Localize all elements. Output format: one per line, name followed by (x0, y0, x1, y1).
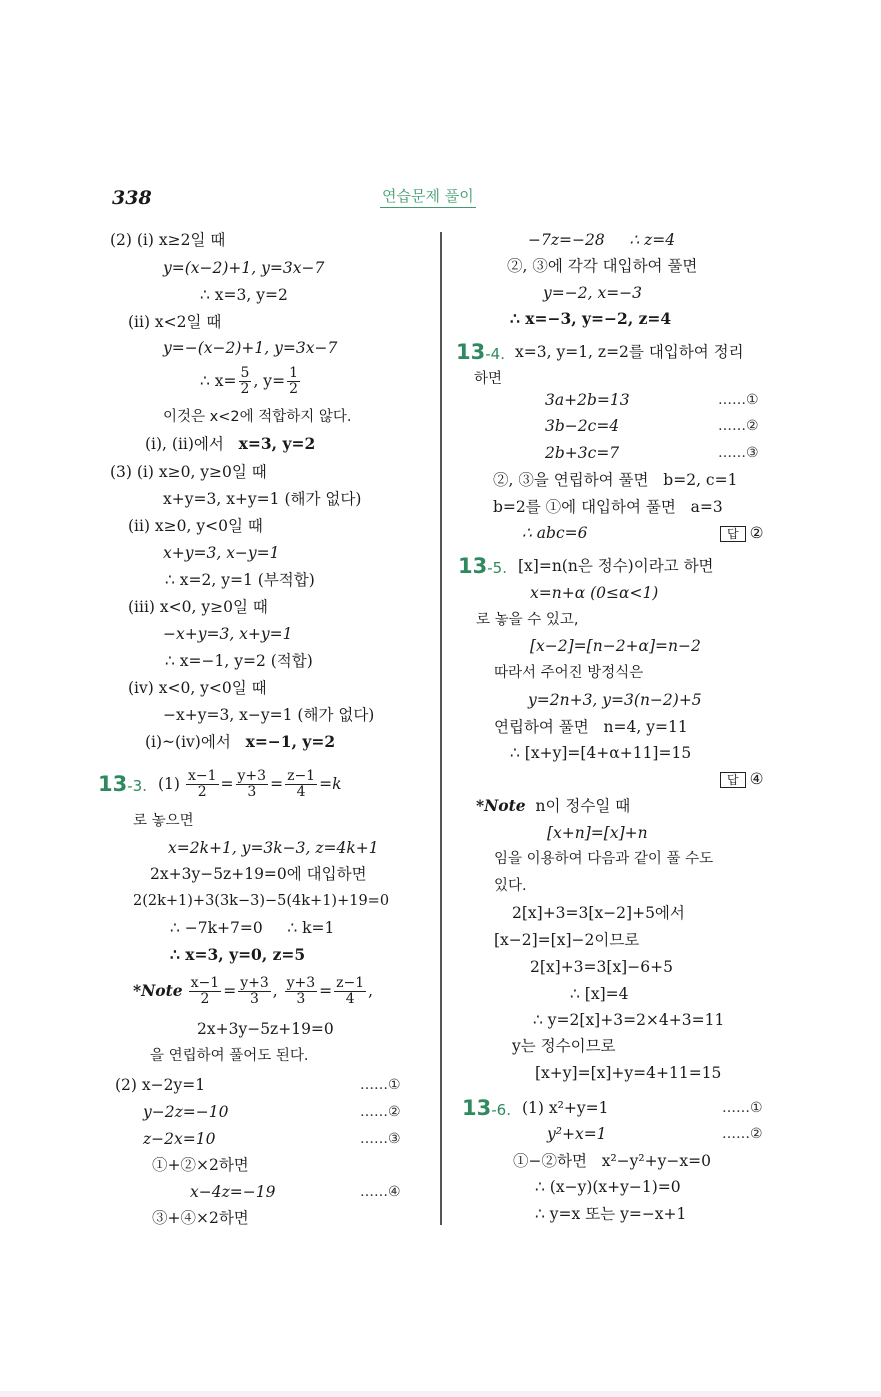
problem-number (462, 1096, 511, 1122)
equation-ref: ……① (718, 392, 759, 408)
text-line: ∴ [x]=4 (570, 985, 629, 1003)
text-line: x+y=3, x−y=1 (163, 544, 280, 562)
text-line: ∴ x=−3, y=−2, z=4 (510, 309, 672, 328)
text-line: 2[x]+3=3[x−2]+5에서 (512, 904, 685, 922)
numerator: y+3 (237, 767, 267, 784)
text-line: ∴ x=3, y=2 (200, 286, 288, 304)
text-line: y=2n+3, y=3(n−2)+5 (528, 691, 702, 709)
text-line: (3) (i) x≥0, y≥0일 때 (110, 463, 267, 481)
equation-ref: ……③ (718, 445, 759, 461)
text-line: 2x+3y−5z+19=0에 대입하면 (150, 865, 367, 883)
text-line: y=(x−2)+1, y=3x−7 (163, 259, 325, 277)
text-line: ∴ (x−y)(x+y−1)=0 (535, 1178, 681, 1196)
page-number: 338 (112, 187, 152, 209)
text-line: −7z=−28 ∴ z=4 (528, 231, 676, 249)
numerator: y+3 (286, 974, 316, 991)
fraction (285, 976, 318, 1007)
text-line: [x+y]=[x]+y=4+11=15 (535, 1064, 722, 1082)
text-line: b=2를 ①에 대입하여 풀면 a=3 (493, 498, 723, 516)
number: 13 (98, 772, 128, 796)
denominator: 3 (247, 783, 257, 800)
answer-value: ② (749, 524, 764, 542)
note-line: *Note $\frac{x-1}{2}$ = $\frac{y+3}{3}$ , $\frac{y+3}{3}$ = $\frac{z-1}{4}$ , (133, 974, 374, 1007)
text-line: y²+x=1 (547, 1125, 607, 1143)
text-line: ②, ③을 연립하여 풀면 b=2, c=1 (493, 471, 738, 489)
text-line: [x+n]=[x]+n (547, 824, 648, 842)
fraction (239, 366, 252, 397)
text: (i)~(iv)에서 (145, 733, 231, 751)
answer-box (720, 769, 764, 789)
fraction-line: (1) $\frac{x-1}{2}$ = $\frac{y+3}{3}$ = $\frac{z-1}{4}$ =k (158, 767, 342, 800)
text-line (145, 732, 335, 752)
text-line: ①−②하면 x²−y²+y−x=0 (513, 1152, 711, 1170)
denominator: 2 (200, 990, 210, 1007)
text-line: [x]=n(n은 정수)이라고 하면 (518, 557, 714, 575)
number: 13 (458, 554, 488, 578)
text-line: 3a+2b=13 (545, 391, 630, 409)
sub-number: -3. (127, 777, 147, 795)
text-line: ③+④×2하면 (152, 1209, 249, 1227)
denominator: 4 (296, 783, 306, 800)
fraction (238, 976, 271, 1007)
text-line: [x−2]=[n−2+α]=n−2 (530, 637, 701, 655)
text-line: ∴ x=−1, y=2 (적합) (165, 652, 313, 670)
equation-ref: ……③ (360, 1131, 401, 1147)
text-line: 을 연립하여 풀어도 된다. (150, 1048, 309, 1064)
denominator: 2 (197, 783, 207, 800)
text-line: ∴ abc=6 (522, 524, 588, 542)
fraction (189, 976, 222, 1007)
text-line: x−4z=−19 (190, 1183, 276, 1201)
text: n이 정수일 때 (535, 797, 631, 815)
sub-number: -4. (485, 345, 505, 363)
fraction (285, 769, 317, 800)
text-line: 하면 (474, 371, 503, 387)
result: x=3, y=2 (238, 434, 316, 453)
answer-label: 답 (720, 772, 746, 788)
text-line: 2x+3y−5z+19=0 (197, 1020, 334, 1038)
text-line: ∴ −7k+7=0 ∴ k=1 (170, 919, 335, 937)
text-line: 연립하여 풀면 n=4, y=11 (494, 718, 688, 736)
number: 13 (462, 1096, 492, 1120)
page-header-title: 연습문제 풀이 (380, 186, 476, 208)
denominator: 3 (250, 990, 259, 1007)
text-line: x+y=3, x+y=1 (해가 없다) (163, 490, 362, 508)
note-label: *Note (476, 796, 526, 815)
text-line: (1) x²+y=1 (522, 1099, 609, 1117)
text: (1) (158, 775, 180, 793)
text-line: 2(2k+1)+3(3k−3)−5(4k+1)+19=0 (133, 893, 390, 909)
numerator: 5 (240, 364, 250, 381)
problem-number (456, 340, 505, 366)
text-line: (ii) x≥0, y<0일 때 (128, 517, 263, 535)
text: ∴ x= (200, 372, 237, 390)
text-line: y−2z=−10 (143, 1103, 229, 1121)
text-line: ①+②×2하면 (152, 1156, 249, 1174)
numerator: 1 (289, 364, 298, 381)
text-line: −x+y=3, x−y=1 (해가 없다) (163, 706, 375, 724)
numerator: x−1 (190, 974, 220, 991)
note-line (476, 796, 630, 816)
page-edge (0, 1391, 881, 1397)
text-line: 있다. (494, 878, 527, 894)
column-divider (440, 232, 442, 1225)
text-line: (2) (i) x≥2일 때 (110, 231, 226, 249)
numerator: z−1 (287, 767, 316, 784)
equation-ref: ……② (722, 1126, 763, 1142)
text-line: y는 정수이므로 (512, 1037, 616, 1055)
denominator: 2 (240, 380, 250, 397)
fraction-line (200, 365, 302, 397)
answer-box (720, 523, 764, 543)
text-line: (2) x−2y=1 (115, 1076, 206, 1094)
text-line: (ii) x<2일 때 (128, 313, 222, 331)
text-line: y=−(x−2)+1, y=3x−7 (163, 339, 338, 357)
text-line: ∴ y=2[x]+3=2×4+3=11 (533, 1011, 725, 1029)
text-line: 로 놓으면 (133, 813, 194, 829)
text-line: ∴ x=2, y=1 (부적합) (165, 571, 315, 589)
equation-ref: ……① (360, 1077, 401, 1093)
text: (i), (ii)에서 (145, 435, 224, 453)
text-line: ②, ③에 각각 대입하여 풀면 (507, 257, 698, 275)
numerator: x−1 (187, 767, 217, 784)
text-line: x=3, y=1, z=2를 대입하여 정리 (515, 343, 744, 361)
equation-ref: ……② (718, 418, 759, 434)
text-line: ∴ [x+y]=[4+α+11]=15 (510, 744, 692, 762)
equation-ref: ……④ (360, 1184, 401, 1200)
denominator: 2 (289, 380, 298, 397)
text-line: 3b−2c=4 (545, 417, 620, 435)
text-line: ∴ y=x 또는 y=−x+1 (535, 1205, 687, 1223)
sub-number: -5. (487, 559, 507, 577)
text-line: ∴ x=3, y=0, z=5 (170, 945, 306, 964)
text: =k (319, 775, 342, 793)
text-line (145, 434, 315, 454)
text: , y= (253, 372, 286, 390)
equation-ref: ……① (722, 1100, 763, 1116)
text-line: 이것은 x<2에 적합하지 않다. (163, 409, 352, 425)
text-line: y=−2, x=−3 (543, 284, 643, 302)
fraction (334, 976, 366, 1007)
equation-ref: ……② (360, 1104, 401, 1120)
result: x=−1, y=2 (245, 732, 336, 751)
number: 13 (456, 340, 486, 364)
text-line: x=n+α (0≤α<1) (530, 584, 659, 602)
sub-number: -6. (491, 1101, 511, 1119)
fraction (236, 769, 269, 800)
problem-number (98, 772, 147, 798)
fraction (287, 366, 300, 397)
text-line: [x−2]=[x]−2이므로 (494, 931, 640, 949)
text-line: (iii) x<0, y≥0일 때 (128, 598, 268, 616)
note-label: *Note (133, 981, 183, 1000)
numerator: z−1 (336, 974, 365, 991)
text-line: 임을 이용하여 다음과 같이 풀 수도 (494, 851, 714, 867)
text-line: 2[x]+3=3[x]−6+5 (530, 958, 673, 976)
fraction (186, 769, 219, 800)
problem-number (458, 554, 507, 580)
text-line: (iv) x<0, y<0일 때 (128, 679, 267, 697)
text-line: 2b+3c=7 (545, 444, 620, 462)
text-line: −x+y=3, x+y=1 (163, 625, 293, 643)
denominator: 3 (296, 990, 306, 1007)
answer-label: 답 (720, 526, 746, 542)
numerator: y+3 (240, 974, 269, 991)
text-line: 따라서 주어진 방정식은 (494, 665, 644, 681)
answer-value: ④ (749, 770, 764, 788)
text-line: z−2x=10 (143, 1130, 216, 1148)
text-line: 로 놓을 수 있고, (476, 612, 579, 628)
text-line: x=2k+1, y=3k−3, z=4k+1 (168, 839, 379, 857)
denominator: 4 (345, 990, 355, 1007)
